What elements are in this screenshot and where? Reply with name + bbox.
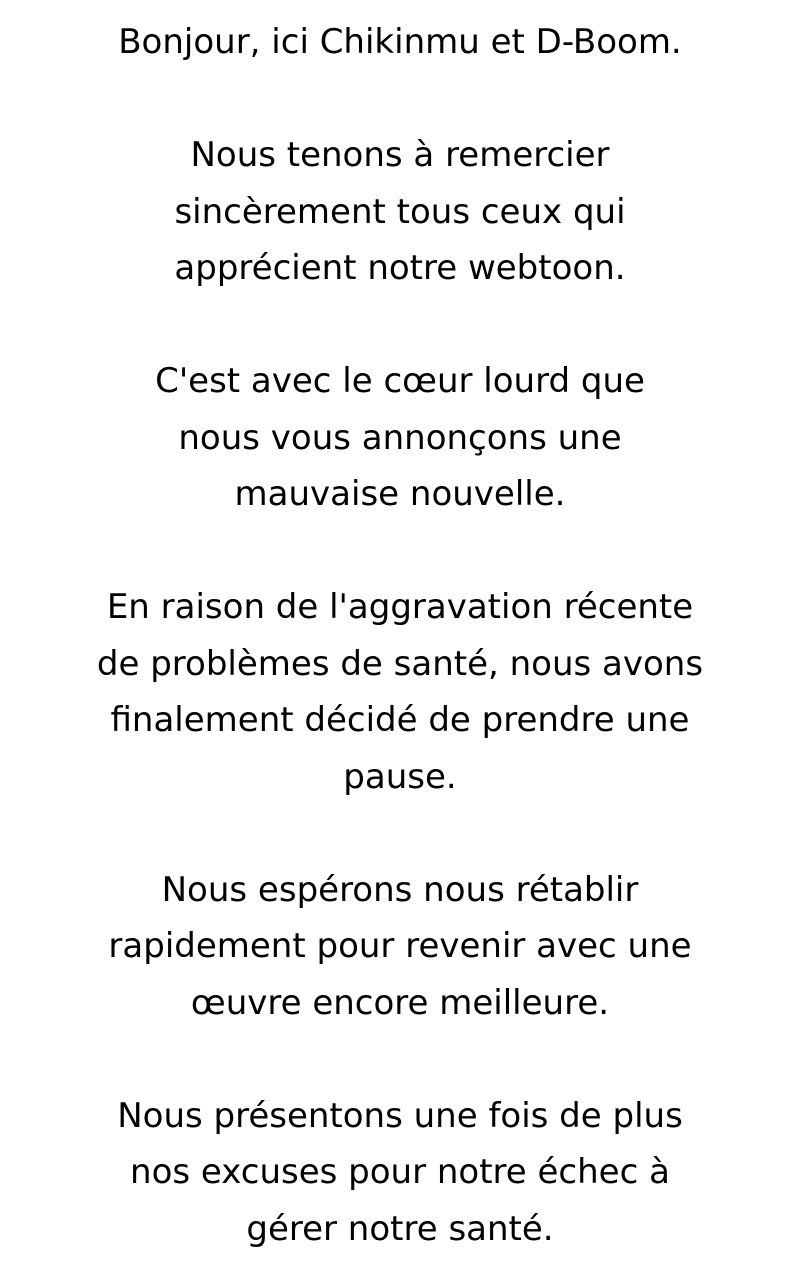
- bad-news-paragraph: [0, 353, 800, 523]
- thanks-paragraph: [0, 127, 800, 297]
- text-line: nos excuses pour notre échec à: [130, 1152, 670, 1192]
- text-line: œuvre encore meilleure.: [190, 982, 610, 1023]
- announcement-text: [0, 14, 800, 1257]
- text-line: rapidement pour revenir avec une: [108, 926, 692, 966]
- text-line: mauvaise nouvelle.: [234, 474, 566, 514]
- greeting-paragraph: [0, 14, 800, 71]
- text-line: C'est avec le cœur lourd que: [155, 361, 645, 401]
- text-line: Nous tenons à remercier: [190, 135, 610, 175]
- text-line: nous vous annonçons une: [178, 417, 622, 458]
- text-line: apprécient notre webtoon.: [174, 248, 626, 288]
- recovery-paragraph: [0, 862, 800, 1032]
- health-pause-paragraph: [0, 579, 800, 805]
- text-line: gérer notre santé.: [246, 1208, 554, 1249]
- text-line: Bonjour, ici Chikinmu et D-Boom.: [118, 22, 682, 62]
- apology-paragraph: [0, 1088, 800, 1258]
- text-line: Nous espérons nous rétablir: [161, 869, 639, 910]
- text-line: de problèmes de santé, nous avons: [96, 643, 704, 684]
- text-line: sincèrement tous ceux qui: [174, 191, 626, 232]
- text-line: Nous présentons une fois de plus: [117, 1095, 683, 1136]
- text-line: En raison de l'aggravation récente: [106, 587, 694, 627]
- text-line: pause.: [343, 756, 457, 797]
- text-line: finalement décidé de prendre une: [110, 700, 690, 740]
